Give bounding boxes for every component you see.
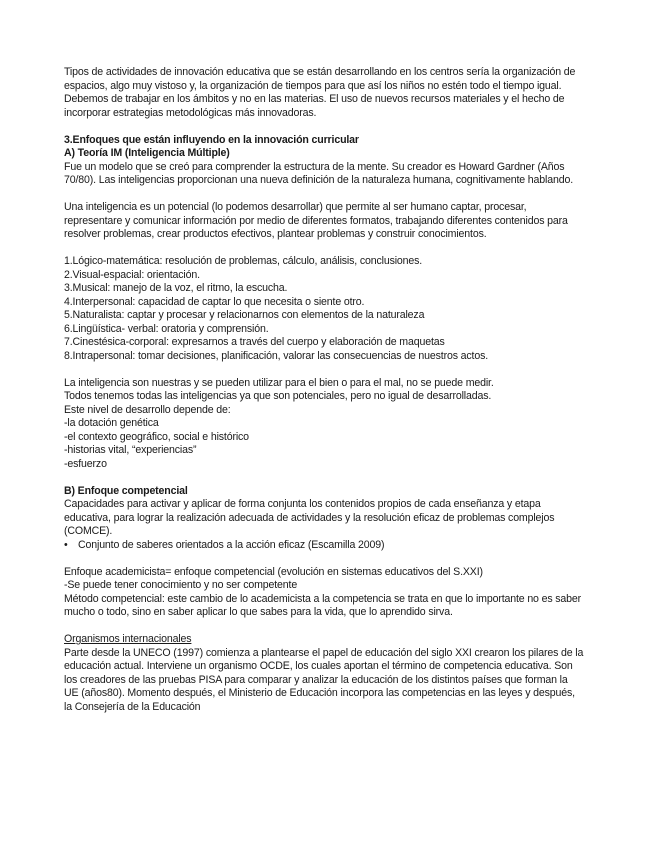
competence-paragraph: Capacidades para activar y aplicar de forma conjunta los contenidos propios de cada enseñanza y etapa educativa, para lograr la realización adecuada de actividades y la resolución eficaz de problemas complejos (COMCE).	[64, 498, 555, 537]
list-item: 2.Visual-espacial: orientación.	[64, 268, 200, 281]
document-page	[64, 66, 584, 714]
section-b-heading: B) Enfoque competencial	[64, 484, 188, 497]
text-line: -historias vital, “experiencias”	[64, 444, 197, 456]
text-line: Todos tenemos todas las inteligencias ya que son potenciales, pero no igual de desarrolladas.	[64, 390, 492, 402]
section-a-heading: A) Teoría IM (Inteligencia Múltiple)	[64, 147, 230, 159]
list-item: 8.Intrapersonal: tomar decisiones, planificación, valorar las consecuencias de nuestros actos.	[64, 349, 489, 362]
text-line: -la dotación genética	[64, 417, 159, 429]
text-line: -el contexto geográfico, social e histórico	[64, 430, 249, 443]
im-theory-paragraph: Fue un modelo que se creó para comprender la estructura de la mente. Su creador es Howard Gardner (Años 70/80). Las inteligencias proporcionan una nueva definición de la naturaleza humana, cognitivamente hablando.	[64, 160, 573, 186]
text-line: Este nivel de desarrollo depende de:	[64, 403, 231, 416]
text-line: -esfuerzo	[64, 457, 107, 470]
development-factors	[64, 377, 584, 472]
intelligences-list	[64, 255, 584, 363]
text-line: La inteligencia son nuestras y se pueden utilizar para el bien o para el mal, no se puede medir.	[64, 376, 494, 389]
organismos-paragraph: Parte desde la UNECO (1997) comienza a plantearse el papel de educación del siglo XXI crearon los pilares de la educación actual. Interviene un organismo OCDE, los cuales aportan el término de competencia educativa. Son los creadores de las pruebas PISA para comparar y analizar la educación de los distintos países que forman la UE (años80). Momento después, el Ministerio de Educación incorpora las competencias en las leyes y después, la Consejería de la Educación	[64, 646, 584, 713]
section-3-heading: 3.Enfoques que están influyendo en la innovación curricular	[64, 133, 359, 146]
academicist-line: Enfoque academicista= enfoque competencial (evolución en sistemas educativos del S.XXI)	[64, 565, 483, 578]
bullet-text: Conjunto de saberes orientados a la acción eficaz (Escamilla 2009)	[78, 538, 385, 551]
organismos-heading: Organismos internacionales	[64, 633, 192, 645]
intro-paragraph: Tipos de actividades de innovación educativa que se están desarrollando en los centros sería la organización de espacios, algo muy vistoso y, la organización de tiempos para que así los niños no estén todo el tiempo igual. Debemos de trabajar en los ámbitos y no en las materias. El uso de nuevos recursos materiales y el hecho de incorporar estrategias metodológicas más innovadoras.	[64, 66, 576, 119]
list-item: 6.Lingüística- verbal: oratoria y comprensión.	[64, 322, 269, 335]
bullet-icon: •	[64, 538, 68, 551]
method-paragraph: Método competencial: este cambio de lo academicista a la competencia se trata en que lo importante no es saber mucho o todo, sino en saber aplicar lo que sabes para la vida, que lo aprendido sirva.	[64, 592, 582, 618]
competent-line: -Se puede tener conocimiento y no ser competente	[64, 579, 298, 591]
list-item: 1.Lógico-matemática: resolución de problemas, cálculo, análisis, conclusiones.	[64, 255, 423, 267]
bullet-item	[64, 539, 584, 553]
list-item: 4.Interpersonal: capacidad de captar lo que necesita o siente otro.	[64, 295, 365, 308]
list-item: 5.Naturalista: captar y procesar y relacionarnos con elementos de la naturaleza	[64, 309, 425, 321]
list-item: 3.Musical: manejo de la voz, el ritmo, la escucha.	[64, 282, 288, 294]
intelligence-definition-paragraph: Una inteligencia es un potencial (lo podemos desarrollar) que permite al ser humano captar, procesar, representare y comunicar información por medio de diferentes formatos, trabajando diferentes contenidos para resolver problemas, crear productos efectivos, plantear problemas y construir conocimientos.	[64, 201, 568, 240]
list-item: 7.Cinestésica-corporal: expresarnos a través del cuerpo y elaboración de maquetas	[64, 336, 445, 348]
